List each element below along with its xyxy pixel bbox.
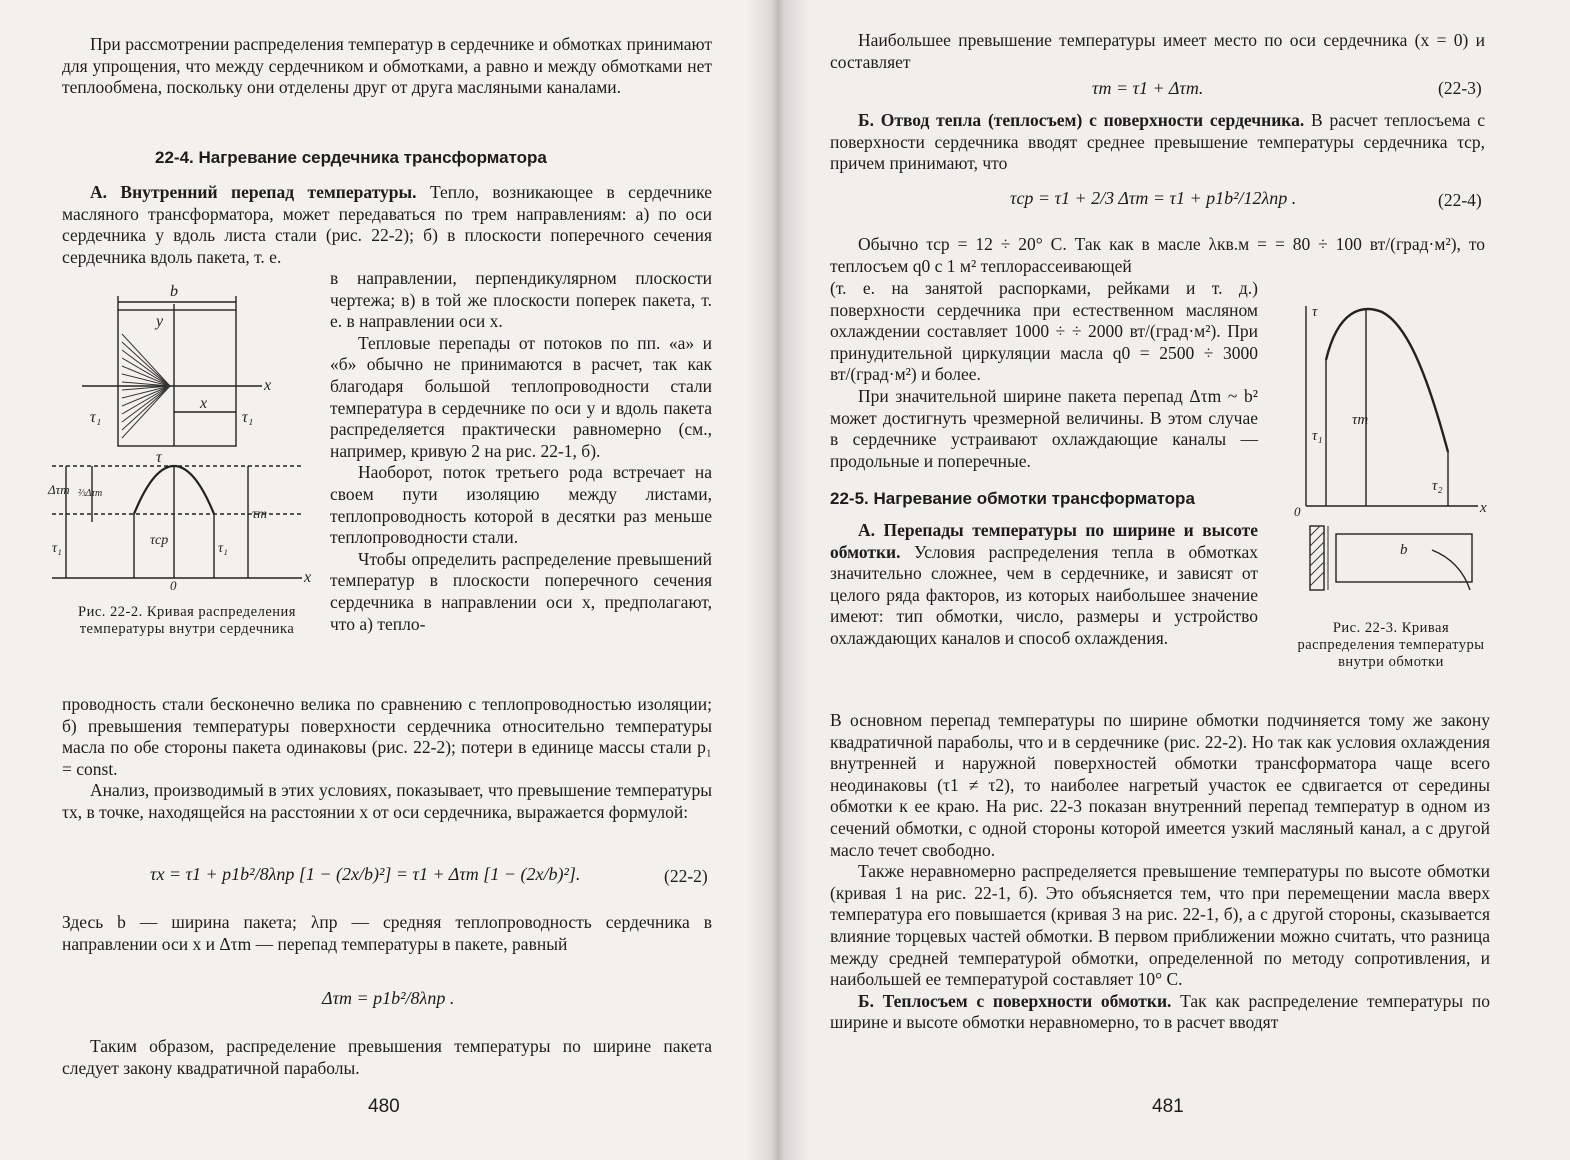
right-para-wide: При значительной ширине пакета перепад Δτm ~ b² может достигнуть чрезмерной величины. В этом случае в сердечнике устраивают охлаждающие каналы — продольные и поперечные.	[830, 385, 1258, 471]
left-para-a-top	[62, 182, 712, 268]
left-para-losses: Тепловые перепады от потоков по пп. «а» и «б» обычно не принимаются в расчет, так как благодаря большой теплопроводности стали температура в сердечнике по оси y и вдоль пакета распределяется практически равномерно (см., например, кривую 2 на рис. 22-1, б).	[330, 332, 712, 461]
equation-22-2-number: (22-2)	[664, 866, 708, 886]
equation-22-3: τm = τ1 + Δτm.	[1092, 78, 1204, 98]
left-heading: 22-4. Нагревание сердечника трансформатора	[155, 148, 547, 167]
fig3-label-x: x	[1480, 500, 1487, 516]
left-intro-block	[62, 34, 712, 99]
right-para-a-title: А. Перепады температуры по ширине и высоте обмотки.	[830, 519, 1258, 562]
right-para-height: Также неравномерно распределяется превышение температуры по высоте обмотки (кривая 1 на рис. 22-1, б). Это объясняется тем, что при перемещении масла вверх температура его повышается (кривая 3 на рис. 22-1, б), а с другой стороны, сказывается влияние торцевых частей обмотки. В первом приближении можно считать, что разница между средней температурой обмотки, определенной по методу сопротивления, и наибольшей ее температурой составляет 10° C.	[830, 861, 1490, 990]
fig-22-3	[1282, 300, 1502, 600]
left-para-thus: Таким образом, распределение превышения температуры по ширине пакета следует закону квадратичной параболы.	[62, 1036, 712, 1078]
left-intro: При рассмотрении распределения температур в сердечнике и обмотках принимают для упрощения, что между сердечником и обмотками, а равно и между обмотками нет теплообмена, поскольку они отделены друг от друга масляными каналами.	[62, 34, 712, 98]
label-dtm: Δτm	[48, 482, 70, 497]
core-section-rect	[118, 310, 236, 446]
left-lower-text	[62, 694, 712, 824]
label-x-bottom: x	[304, 569, 312, 586]
winding-curve	[1326, 309, 1448, 452]
right-page	[778, 0, 1570, 1160]
equation-22-3-number: (22-3)	[1438, 78, 1482, 98]
label-tau1-bottom-left: τ₁	[52, 541, 62, 556]
right-para-usual-wrap: (т. е. на занятой распорками, рейками и т. д.) поверхности сердечника при естественном масляном охлаждении составляет 1000 ÷ ÷ 2000 вт/(град·м²). При принудительной циркуляции масла q0 = 2500 ÷ 3000 вт/(град·м²) и более.	[830, 278, 1258, 385]
equation-22-4-number: (22-4)	[1438, 190, 1482, 210]
right-para-b-text: В расчет теплосъема с поверхности сердечника вводят среднее превышение температуры сердечника τср, причем принимают, что	[830, 110, 1485, 174]
fig-22-2	[48, 282, 317, 593]
label-tau: τ	[156, 449, 162, 466]
fig-22-2-caption: Рис. 22-2. Кривая распределения температуры внутри сердечника	[78, 604, 296, 637]
right-wrap-column	[830, 278, 1258, 650]
right-intro: Наибольшее превышение температуры имеет место по оси сердечника (x = 0) и составляет	[830, 30, 1485, 72]
label-b: b	[170, 283, 178, 300]
left-para-a-text: Тепло, возникающее в сердечнике масляного трансформатора, может передаваться по трем направлениям: а) по оси сердечника y вдоль листа стали (рис. 22-2); б) в плоскости поперечного сечения сердечника вдоль пакета, т. е.	[62, 182, 712, 267]
right-para-b2-title: Б. Теплосъем с поверхности обмотки.	[858, 990, 1172, 1011]
oil-channel-wall	[1310, 526, 1324, 590]
left-page	[0, 0, 778, 1160]
left-para-flow3: Наоборот, поток третьего рода встречает на своем пути изоляцию между листами, теплопроводность которой в десятки раз меньше теплопроводности стали.	[330, 462, 712, 548]
right-para-b-block	[830, 110, 1485, 175]
label-tm: τm	[252, 507, 268, 522]
left-para-a-wrap: в направлении, перпендикулярном плоскости чертежа; в) в той же плоскости поперек пакета, т. е. в направлении оси x.	[330, 268, 712, 332]
right-para-b2-text: Так как распределение температуры по ширине и высоте обмотки неравномерно, то в расчет вводят	[830, 990, 1490, 1033]
page-number-481: 481	[1152, 1096, 1184, 1117]
fig3-label-tau: τ	[1312, 304, 1318, 320]
right-usual-block	[830, 234, 1485, 277]
label-x-top: x	[264, 377, 272, 394]
label-half-dtm: ⅔Δτm	[78, 488, 103, 499]
right-intro-block	[830, 30, 1485, 73]
left-para-here: Здесь b — ширина пакета; λпр — средняя теплопроводность сердечника в направлении оси x и Δτm — перепад температуры в пакете, равный	[62, 912, 712, 954]
right-para-b-title: Б. Отвод тепла (теплосъем) с поверхности сердечника.	[858, 110, 1305, 130]
label-tau1-right: τ₁	[242, 409, 254, 426]
fig3-label-tau2: τ₂	[1432, 478, 1443, 494]
label-y: y	[156, 313, 164, 330]
equation-22-2: τx = τ1 + p1b²/8λпр [1 − (2x/b)²] = τ1 + Δτm [1 − (2x/b)²].	[150, 864, 581, 884]
left-para-define-cont: проводность стали бесконечно велика по сравнению с теплопроводностью изоляции; б) превышения температуры поверхности сердечника относительно температуры масла по обе стороны пакета одинаковы (рис. 22-2); потери в единице массы стали p₁ = const.	[62, 694, 712, 779]
right-para-a-full: В основном перепад температуры по ширине обмотки подчиняется тому же закону квадратичной параболы, что и в сердечнике (рис. 22-2). Но так как условия охлаждения внутренней и наружной поверхностей обмотки трансформатора чаще всего неодинаковы (τ1 ≠ τ2), то наиболее нагретый участок ее сдвигается от середины обмотки к ее краю. На рис. 22-3 показан внутренний перепад температур в одном из сечений обмотки, с одной стороны которой имеется узкий масляный канал, а с другой масло течет свободно.	[830, 710, 1490, 860]
label-x-dim: x	[200, 395, 208, 412]
fig3-label-b: b	[1400, 542, 1408, 558]
right-heading: 22-5. Нагревание обмотки трансформатора	[830, 489, 1195, 509]
left-thus-block	[62, 1036, 712, 1079]
fig3-label-tm: τm	[1352, 412, 1369, 428]
left-wrap-column	[330, 268, 712, 635]
label-zero: 0	[170, 578, 177, 593]
equation-dtm: Δτm = p1b²/8λпр .	[322, 988, 455, 1008]
equation-22-4: τср = τ1 + 2/3 Δτm = τ1 + p1b²/12λпр .	[1010, 188, 1297, 208]
fig3-label-zero: 0	[1294, 504, 1301, 519]
left-para-analysis: Анализ, производимый в этих условиях, показывает, что превышение температуры τx, в точке, находящейся на расстоянии x от оси сердечника, выражается формулой:	[62, 780, 712, 822]
right-lower-text	[830, 710, 1490, 1034]
right-para-usual: Обычно τср = 12 ÷ 20° C. Так как в масле λкв.м = = 80 ÷ 100 вт/(град·м²), то теплосъем q0 с 1 м² теплорассеивающей	[830, 234, 1485, 276]
fig3-label-tau1: τ₁	[1312, 428, 1323, 444]
book-gutter-shadow	[746, 0, 810, 1160]
label-tau1-left: τ₁	[90, 409, 102, 426]
left-para-a-title: А. Внутренний перепад температуры.	[90, 182, 417, 202]
left-para-define: Чтобы определить распределение превышений температур в плоскости поперечного сечения сердечника в направлении оси x, предполагают, что а) тепло-	[330, 548, 712, 634]
fig-22-3-caption: Рис. 22-3. Кривая распределения температуры внутри обмотки	[1297, 620, 1485, 670]
left-here-block	[62, 912, 712, 955]
label-tau1-bottom-right: τ₁	[218, 541, 228, 556]
label-tcp: τср	[150, 533, 169, 548]
page-number-480: 480	[368, 1096, 400, 1117]
right-para-a-text: Условия распределения тепла в обмотках значительно сложнее, чем в сердечнике, и зависят от целого ряда факторов, из которых наибольшее значение имеют: тип обмотки, число, размеры и устройство охлаждающих каналов и способ охлаждения.	[830, 541, 1258, 648]
